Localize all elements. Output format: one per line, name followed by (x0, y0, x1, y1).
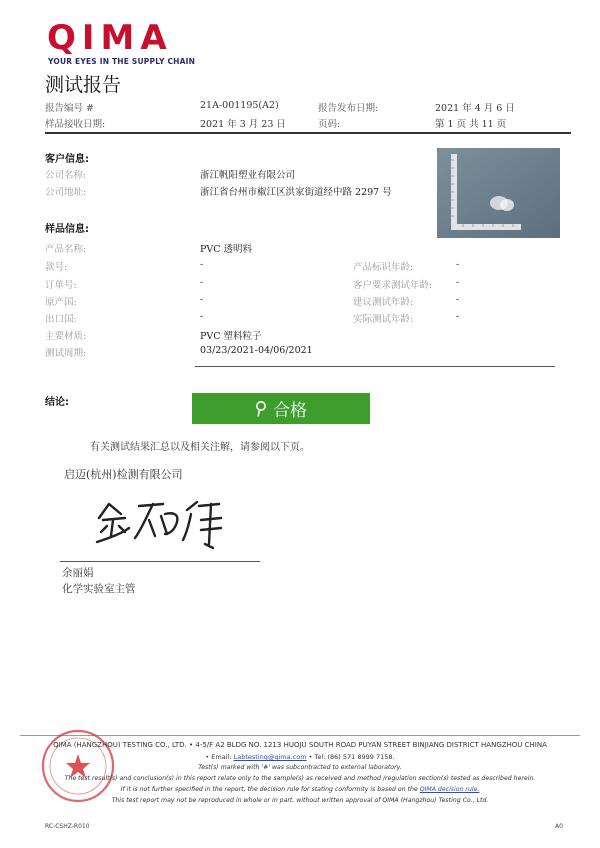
export-label: 出口国: (45, 314, 77, 325)
sample-divider (195, 366, 555, 367)
period-value: 03/23/2021-04/06/2021 (200, 345, 313, 356)
company-label: 公司名称: (45, 170, 87, 181)
age-label-value: - (456, 259, 460, 270)
signer-name: 余丽娟 (62, 567, 94, 579)
issue-date: 2021 年 4 月 6 日 (435, 103, 515, 114)
received-label: 样品接收日期: (45, 119, 106, 130)
material-value: PVC 塑料粒子 (200, 331, 262, 342)
product-label: 产品名称: (45, 244, 87, 255)
signer-role: 化学实验室主管 (62, 583, 136, 595)
footer-reproduction-note: This test report may not be reproduced in whole or in part, without written approval of QIMA (Hangzhou) Testing Co., Ltd. (111, 797, 489, 804)
style-label: 款号: (45, 262, 68, 273)
age-req-label: 客户要求测试年龄: (353, 280, 433, 291)
period-label: 测试周期: (45, 348, 87, 359)
form-code: RC-CSHZ-R010 (45, 823, 90, 830)
age-label-label: 产品标识年龄: (353, 262, 414, 273)
qima-logo: QIMA (47, 18, 173, 58)
header-divider (45, 132, 571, 134)
email-label: • Email: (205, 753, 232, 761)
product-name: PVC 透明料 (200, 244, 253, 255)
footer-subcontract-note: Test(s) marked with '#' was subcontracted to external laboratory. (198, 764, 402, 771)
report-no-label: 报告编号 # (45, 103, 94, 114)
issue-date-label: 报告发布日期: (318, 103, 379, 114)
footer-contact (20, 753, 580, 761)
sample-heading: 样品信息: (45, 224, 89, 235)
address-label: 公司地址: (45, 187, 87, 198)
pass-icon (255, 400, 269, 418)
decision-rule-link[interactable]: QIMA decision rule. (419, 786, 480, 793)
result-badge (192, 393, 370, 424)
email-link[interactable]: Labtesting@qima.com (233, 753, 307, 761)
decision-text: If it is not further specified in the report, the decision rule for stating conformity is based on the (120, 786, 418, 793)
report-no: 21A-001195(A2) (200, 100, 279, 111)
tel-text: • Tel: (86) 571 8999 7158. (308, 753, 395, 761)
company-name: 浙江帆阳塑业有限公司 (200, 170, 296, 181)
page-count: 第 1 页 共 11 页 (435, 119, 507, 130)
revision-code: A0 (555, 823, 563, 830)
lab-company: 启迈(杭州)检测有限公司 (64, 468, 183, 481)
age-req-value: - (456, 277, 460, 288)
signature-line (60, 561, 260, 562)
age-sugg-value: - (456, 294, 460, 305)
received-date: 2021 年 3 月 23 日 (200, 119, 286, 130)
page-title: 测试报告 (45, 74, 122, 96)
footer-address: QIMA (HANGZHOU) TESTING CO., LTD. • 4-5/F A2 BLDG NO. 1213 HUOJU SOUTH ROAD PUYAN STREET BINJIANG DISTRICT HANGZHOU CHINA (53, 741, 547, 749)
footer-scope-note: The test result(s) and conclusion(s) in this report relate only to the sample(s) as received and method /regulation section(s) tested as described herein. (64, 775, 536, 782)
company-address: 浙江省台州市椒江区洪家街道经中路 2297 号 (200, 187, 392, 198)
order-label: 订单号: (45, 280, 77, 291)
origin-label: 原产国: (45, 297, 77, 308)
sample-photo (437, 148, 560, 238)
signature (95, 490, 230, 556)
footer-decision-note (20, 786, 580, 793)
age-sugg-label: 建议测试年龄: (353, 297, 414, 308)
conclusion-note: 有关测试结果汇总以及相关注解，请参阅以下页。 (90, 442, 310, 453)
brand-tagline: YOUR EYES IN THE SUPPLY CHAIN (48, 57, 196, 66)
origin-value: - (200, 294, 204, 305)
material-label: 主要材质: (45, 331, 87, 342)
client-heading: 客户信息: (45, 154, 89, 165)
order-value: - (200, 277, 204, 288)
conclusion-heading: 结论: (45, 397, 69, 408)
page-label: 页码: (318, 119, 341, 130)
style-value: - (200, 259, 204, 270)
result-text: 合格 (273, 401, 307, 421)
age-act-label: 实际测试年龄: (353, 314, 414, 325)
age-act-value: - (456, 311, 460, 322)
export-value: - (200, 311, 204, 322)
